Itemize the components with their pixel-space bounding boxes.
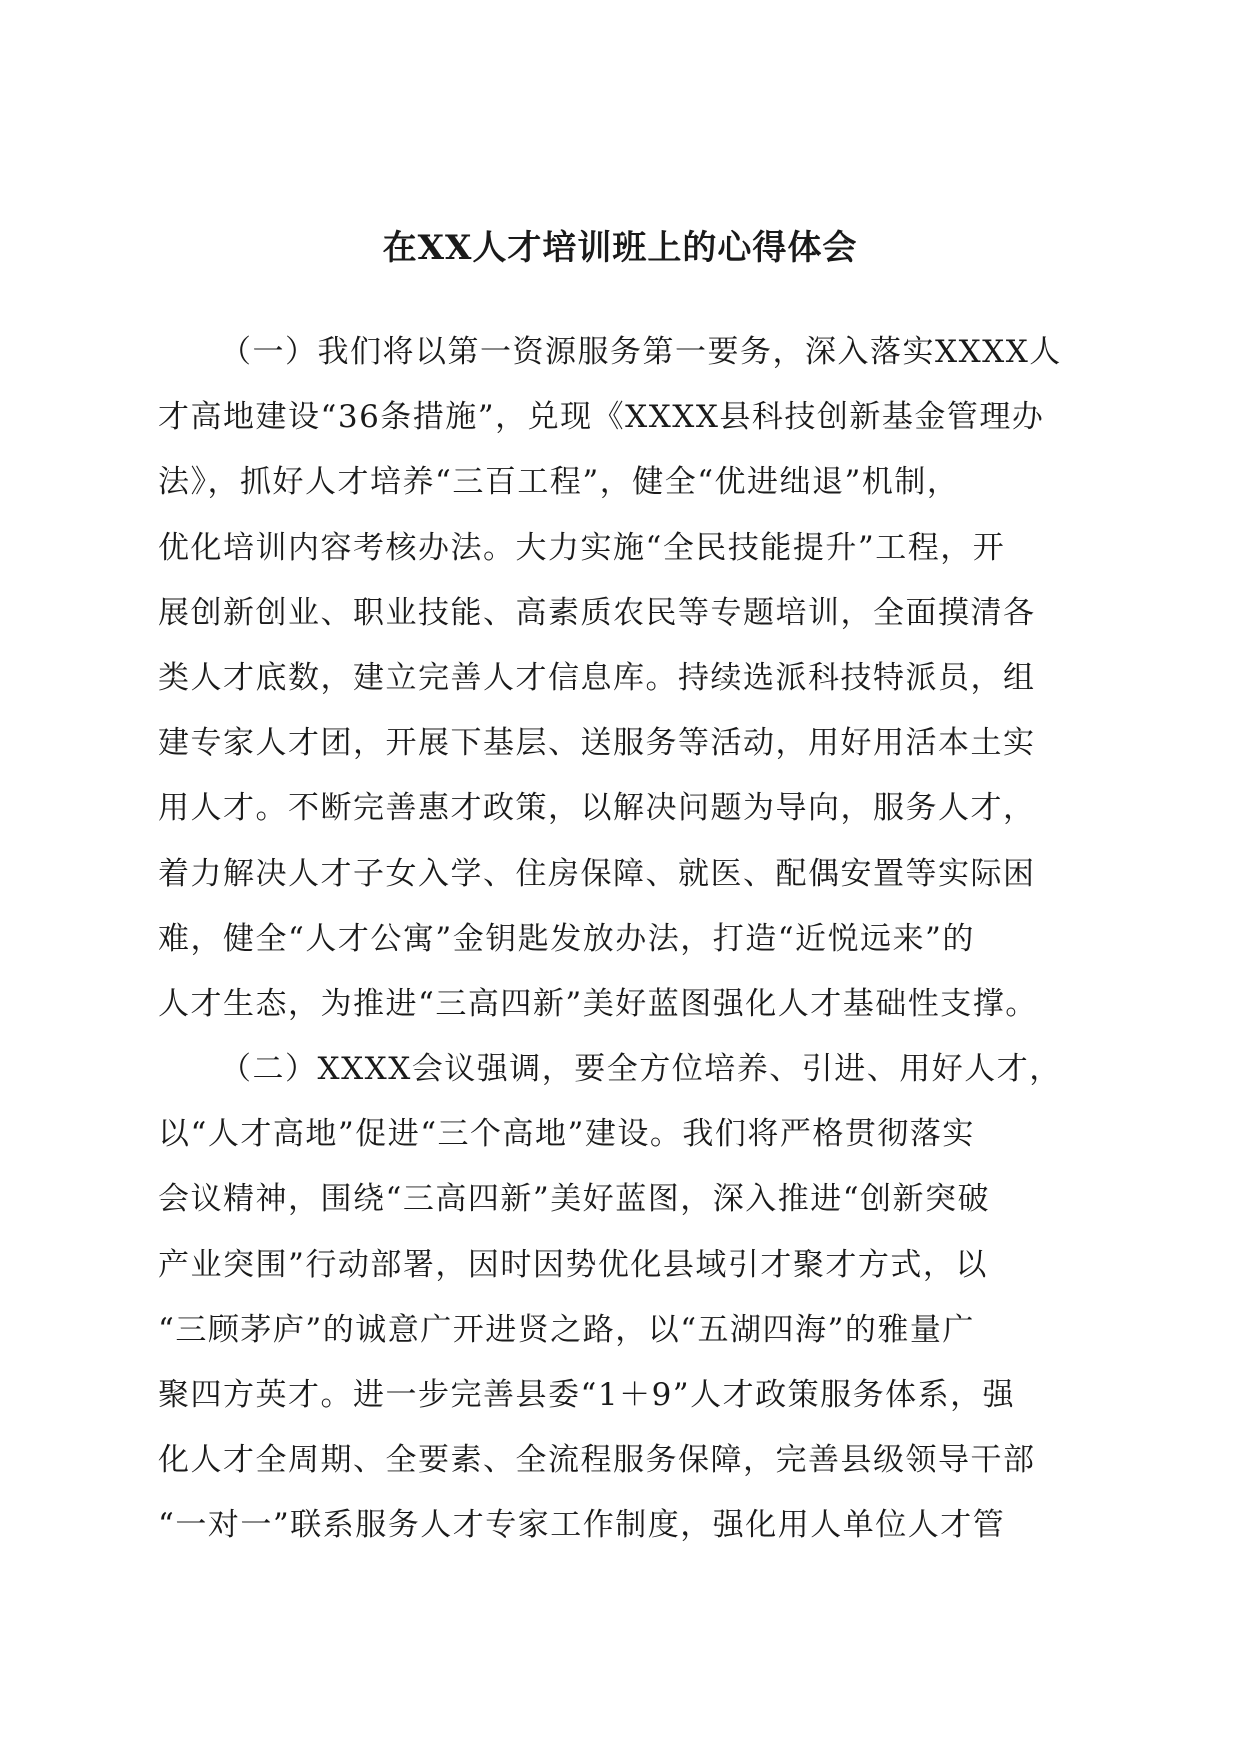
document-title: 在XX人才培训班上的心得体会 [382, 228, 858, 268]
text-line: 用人才。不断完善惠才政策，以解决问题为导向，服务人才， [158, 790, 1036, 827]
text-line: 人才生态，为推进“三高四新”美好蓝图强化人才基础性支撑。 [158, 985, 1038, 1022]
text-line: 会议精神，围绕“三高四新”美好蓝图，深入推进“创新突破 [158, 1181, 991, 1218]
text-line: 法》，抓好人才培养“三百工程”，健全“优进绌退”机制， [158, 464, 960, 501]
text-line: 才高地建设“36条措施”，兑现《XXXX县科技创新基金管理办 [158, 399, 1045, 436]
document-body [158, 320, 1088, 1559]
text-line: 展创新创业、职业技能、高素质农民等专题培训，全面摸清各 [158, 594, 1036, 631]
text-line: 优化培训内容考核办法。大力实施“全民技能提升”工程，开 [158, 529, 1006, 566]
text-line: 难，健全“人才公寓”金钥匙发放办法，打造“近悦远来”的 [158, 920, 975, 957]
text-line: 类人才底数，建立完善人才信息库。持续选派科技特派员，组 [158, 659, 1036, 696]
text-line: （二）XXXX会议强调，要全方位培养、引进、用好人才， [220, 1051, 1062, 1088]
text-line: 建专家人才团，开展下基层、送服务等活动，用好用活本土实 [158, 725, 1036, 762]
text-line: （一）我们将以第一资源服务第一要务，深入落实XXXX人 [220, 334, 1062, 370]
text-line: 聚四方英才。进一步完善县委“1＋9”人才政策服务体系，强 [158, 1377, 1016, 1413]
text-line: “三顾茅庐”的诚意广开进贤之路，以“五湖四海”的雅量广 [158, 1311, 975, 1348]
text-line: “一对一”联系服务人才专家工作制度，强化用人单位人才管 [158, 1507, 1006, 1544]
text-line: 着力解决人才子女入学、住房保障、就医、配偶安置等实际困 [158, 855, 1036, 892]
text-line: 以“人才高地”促进“三个高地”建设。我们将严格贯彻落实 [158, 1116, 975, 1153]
text-line: 产业突围”行动部署，因时因势优化县域引才聚才方式，以 [158, 1246, 988, 1283]
paragraph-1 [158, 320, 1088, 1037]
text-line: 化人才全周期、全要素、全流程服务保障，完善县级领导干部 [158, 1442, 1036, 1479]
paragraph-2 [158, 1037, 1088, 1559]
